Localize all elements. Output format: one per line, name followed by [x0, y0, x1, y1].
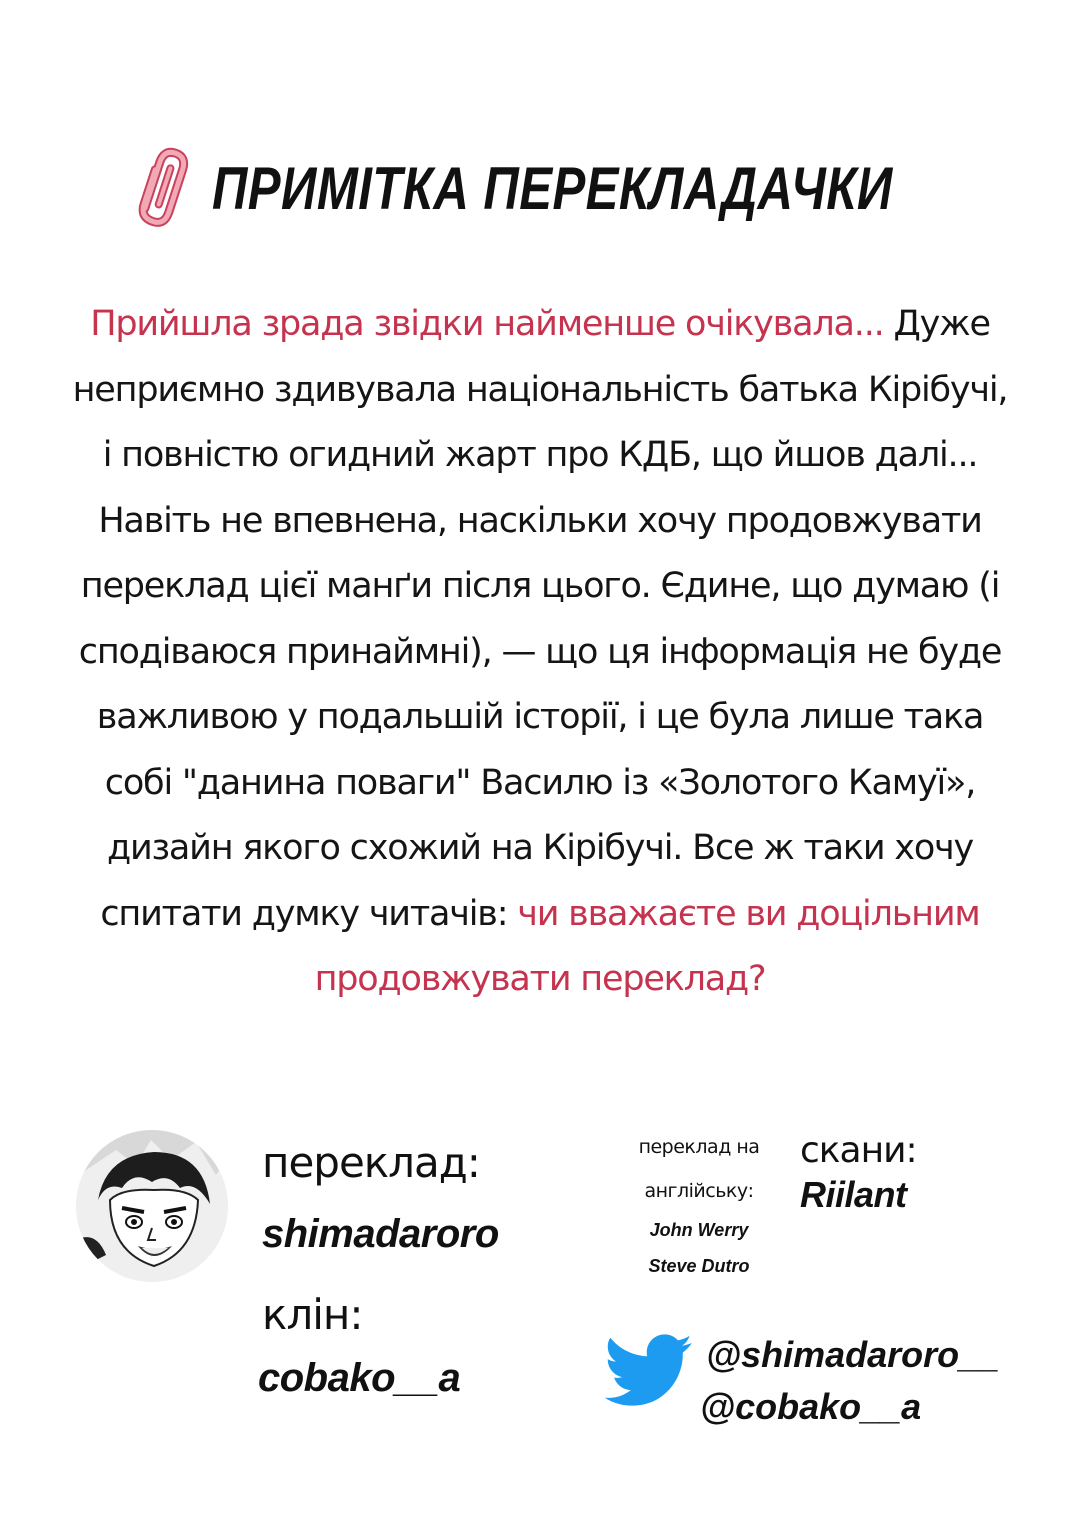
scanner-name: Riilant: [800, 1174, 907, 1215]
english-translator-name: Steve Dutro: [648, 1256, 750, 1276]
paperclip-icon: [128, 143, 198, 233]
english-translator-name: John Werry: [649, 1220, 749, 1240]
twitter-icon: [604, 1334, 694, 1412]
english-translation-label-line1: переклад на: [638, 1136, 760, 1158]
twitter-handle[interactable]: @cobako__a: [700, 1386, 922, 1427]
cleaning-label: клін:: [262, 1290, 363, 1339]
english-translation-label-line2: англійську:: [644, 1180, 754, 1202]
avatar-illustration: [76, 1130, 228, 1282]
twitter-handle[interactable]: @shimadaroro__: [706, 1334, 1000, 1375]
translation-label: переклад:: [262, 1138, 480, 1187]
note-body: Дуже неприємно здивувала національність батька Кірібучі, і повністю огидний жарт про КДБ, що йшов далі... Навіть не впевнена, наскільки хочу продовжувати переклад цієї манґи після цього. Єдине, що думаю (і сподіваюся принаймні), — що ця інформація не буде важливою у подальшій історії, і це була лише така собі "данина поваги" Василю із «Золотого Камуї», дизайн якого схожий на Кірібучі. Все ж таки хочу спитати думку читачів:: [72, 304, 1008, 934]
translator-note: [70, 292, 1010, 1013]
note-intro-highlight: Прийшла зрада звідки найменше очікувала...: [90, 304, 884, 344]
cleaner-name: cobako__a: [258, 1356, 461, 1400]
note-question-highlight: чи вважаєте ви доцільним продовжувати переклад?: [314, 893, 980, 999]
header: [0, 138, 1080, 238]
page-title: ПРИМІТКА ПЕРЕКЛАДАЧКИ: [211, 154, 893, 222]
translator-name: shimadaroro: [262, 1212, 499, 1256]
translator-avatar: [76, 1130, 228, 1282]
scans-label: скани:: [800, 1130, 917, 1171]
